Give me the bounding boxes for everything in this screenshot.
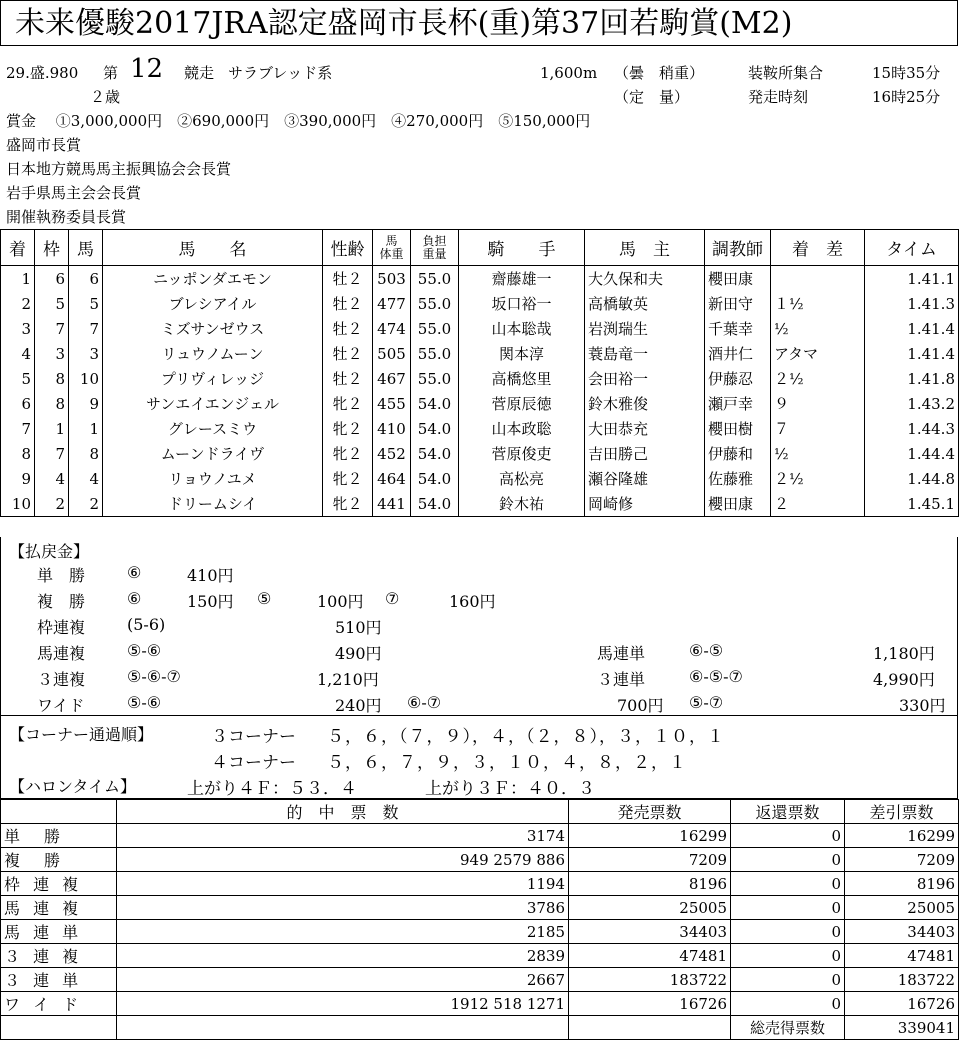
result-body-weight: 477 xyxy=(373,291,411,316)
result-rank: 4 xyxy=(1,341,35,366)
payout-section xyxy=(0,537,958,716)
total-label: 総売得票数 xyxy=(731,1016,845,1040)
header-frame: 枠 xyxy=(35,230,69,266)
gather-label: 装鞍所集合 xyxy=(748,64,824,82)
results-table xyxy=(0,229,959,517)
result-trainer: 櫻田康 xyxy=(705,266,771,292)
corner-4-label: ４コーナー xyxy=(211,753,296,773)
result-jockey: 関本淳 xyxy=(459,341,585,366)
race-weight-rule: （定 量） xyxy=(614,88,690,106)
result-time: 1.44.8 xyxy=(865,466,959,491)
result-margin: ½ xyxy=(771,316,865,341)
table-row xyxy=(1,466,959,491)
votes-refund: 0 xyxy=(731,944,845,968)
result-time: 1.44.3 xyxy=(865,416,959,441)
votes-table xyxy=(0,799,959,1040)
result-owner: 大久保和夫 xyxy=(585,266,705,292)
votes-hit: 1912 518 1271 xyxy=(117,992,569,1016)
result-trainer: 酒井仁 xyxy=(705,341,771,366)
result-sex-age: 牡２ xyxy=(323,316,373,341)
table-row xyxy=(1,441,959,466)
header-margin: 着 差 xyxy=(771,230,865,266)
result-trainer: 伊藤忍 xyxy=(705,366,771,391)
votes-header-hit: 的 中 票 数 xyxy=(117,800,569,824)
result-frame: 1 xyxy=(35,416,69,441)
result-jockey: 高松亮 xyxy=(459,466,585,491)
result-jockey: 坂口裕一 xyxy=(459,291,585,316)
last-4f: 上がり４Ｆ：５３．４ xyxy=(187,779,357,799)
result-horse-name: プリヴィレッジ xyxy=(103,366,323,391)
table-row xyxy=(1,824,959,848)
result-burden: 54.0 xyxy=(411,441,459,466)
result-frame: 7 xyxy=(35,316,69,341)
tansho-horse: ⑥ xyxy=(127,563,142,582)
result-rank: 8 xyxy=(1,441,35,466)
sanrenpuku-amount: 1,210円 xyxy=(317,670,379,689)
result-burden: 55.0 xyxy=(411,341,459,366)
total-value: 339041 xyxy=(845,1016,959,1040)
votes-header-row xyxy=(1,800,959,824)
result-horse-no: 10 xyxy=(69,366,103,391)
result-burden: 55.0 xyxy=(411,366,459,391)
result-rank: 6 xyxy=(1,391,35,416)
award-4: 開催執務委員長賞 xyxy=(6,208,127,226)
table-row xyxy=(1,316,959,341)
wide-3-amount: 330円 xyxy=(899,696,946,715)
fukusho-1: ⑥ xyxy=(127,589,142,608)
wide-label: ワイド xyxy=(37,696,85,715)
result-burden: 54.0 xyxy=(411,491,459,517)
result-rank: 10 xyxy=(1,491,35,517)
table-row xyxy=(1,266,959,292)
umaren-combo: ⑤-⑥ xyxy=(127,641,162,660)
votes-refund: 0 xyxy=(731,872,845,896)
fukusho-3: ⑦ xyxy=(385,589,400,608)
votes-sold: 16299 xyxy=(569,824,731,848)
result-owner: 瀬谷隆雄 xyxy=(585,466,705,491)
page-title: 未来優駿2017JRA認定盛岡市長杯(重)第37回若駒賞(M2) xyxy=(0,0,958,46)
result-horse-name: グレースミウ xyxy=(103,416,323,441)
result-rank: 3 xyxy=(1,316,35,341)
result-burden: 54.0 xyxy=(411,416,459,441)
sanrentan-label: ３連単 xyxy=(597,670,646,689)
corner-3-order: ５，６，（７，９），４，（２，８），３，１０，１ xyxy=(327,727,725,747)
table-row xyxy=(1,491,959,517)
umaren-amount: 490円 xyxy=(335,644,382,663)
result-horse-no: 7 xyxy=(69,316,103,341)
result-time: 1.44.4 xyxy=(865,441,959,466)
result-body-weight: 474 xyxy=(373,316,411,341)
result-trainer: 佐藤雅 xyxy=(705,466,771,491)
result-time: 1.41.4 xyxy=(865,341,959,366)
header-jockey: 騎 手 xyxy=(459,230,585,266)
votes-hit: 2667 xyxy=(117,968,569,992)
table-row xyxy=(1,896,959,920)
result-time: 1.41.1 xyxy=(865,266,959,292)
votes-net: 16299 xyxy=(845,824,959,848)
fukusho-1-amount: 150円 xyxy=(187,592,234,611)
result-time: 1.41.4 xyxy=(865,316,959,341)
votes-sold: 8196 xyxy=(569,872,731,896)
votes-header-refund: 返還票数 xyxy=(731,800,845,824)
result-rank: 1 xyxy=(1,266,35,292)
votes-type: 馬 連 複 xyxy=(1,896,117,920)
result-trainer: 瀬戸幸 xyxy=(705,391,771,416)
votes-refund: 0 xyxy=(731,992,845,1016)
wakuren-combo: (5-6) xyxy=(127,615,166,634)
table-row xyxy=(1,416,959,441)
result-margin: ２ xyxy=(771,491,865,517)
header-rank: 着 xyxy=(1,230,35,266)
result-horse-no: 8 xyxy=(69,441,103,466)
result-sex-age: 牝２ xyxy=(323,391,373,416)
votes-sold: 34403 xyxy=(569,920,731,944)
votes-total-row xyxy=(1,1016,959,1040)
umaren-label: 馬連複 xyxy=(37,644,86,663)
votes-header-net: 差引票数 xyxy=(845,800,959,824)
result-frame: 6 xyxy=(35,266,69,292)
result-horse-name: ムーンドライヴ xyxy=(103,441,323,466)
votes-header-type xyxy=(1,800,117,824)
result-margin: ９ xyxy=(771,391,865,416)
votes-type: 複 勝 xyxy=(1,848,117,872)
sanrentan-combo: ⑥-⑤-⑦ xyxy=(689,667,743,686)
result-sex-age: 牡２ xyxy=(323,341,373,366)
result-horse-no: 4 xyxy=(69,466,103,491)
corner-heading: 【コーナー通過順】 xyxy=(9,725,154,744)
result-burden: 54.0 xyxy=(411,391,459,416)
votes-sold: 183722 xyxy=(569,968,731,992)
results-header-row xyxy=(1,230,959,266)
corner-section xyxy=(0,716,958,799)
votes-sold: 16726 xyxy=(569,992,731,1016)
result-horse-name: サンエイエンジェル xyxy=(103,391,323,416)
furlong-heading: 【ハロンタイム】 xyxy=(9,777,137,796)
result-owner: 岡崎修 xyxy=(585,491,705,517)
wakuren-amount: 510円 xyxy=(335,618,382,637)
result-margin: ２½ xyxy=(771,466,865,491)
result-rank: 2 xyxy=(1,291,35,316)
result-sex-age: 牝２ xyxy=(323,416,373,441)
result-burden: 55.0 xyxy=(411,266,459,292)
result-horse-no: 6 xyxy=(69,266,103,292)
table-row xyxy=(1,366,959,391)
result-margin xyxy=(771,266,865,292)
result-horse-name: リュウノムーン xyxy=(103,341,323,366)
umatan-amount: 1,180円 xyxy=(873,644,935,663)
sanrenpuku-combo: ⑤-⑥-⑦ xyxy=(127,667,181,686)
header-body-weight: 馬 体重 xyxy=(373,230,411,266)
votes-type: ３ 連 複 xyxy=(1,944,117,968)
result-time: 1.45.1 xyxy=(865,491,959,517)
result-rank: 7 xyxy=(1,416,35,441)
votes-refund: 0 xyxy=(731,920,845,944)
wide-1: ⑤-⑥ xyxy=(127,693,162,712)
result-sex-age: 牝２ xyxy=(323,491,373,517)
result-jockey: 菅原辰徳 xyxy=(459,391,585,416)
gather-time: 15時35分 xyxy=(872,64,941,82)
result-time: 1.41.3 xyxy=(865,291,959,316)
result-margin: １½ xyxy=(771,291,865,316)
wide-2-amount: 700円 xyxy=(617,696,664,715)
tansho-label: 単 勝 xyxy=(37,566,86,585)
corner-3-label: ３コーナー xyxy=(211,727,296,747)
race-dai: 第 xyxy=(103,64,119,82)
table-row xyxy=(1,872,959,896)
umatan-combo: ⑥-⑤ xyxy=(689,641,724,660)
race-meet: 29.盛.980 xyxy=(6,64,79,82)
votes-net: 8196 xyxy=(845,872,959,896)
result-owner: 吉田勝己 xyxy=(585,441,705,466)
result-margin: ２½ xyxy=(771,366,865,391)
table-row xyxy=(1,968,959,992)
result-margin: アタマ xyxy=(771,341,865,366)
start-time: 16時25分 xyxy=(872,88,941,106)
table-row xyxy=(1,291,959,316)
result-trainer: 伊藤和 xyxy=(705,441,771,466)
votes-refund: 0 xyxy=(731,824,845,848)
result-horse-name: ミズサンゼウス xyxy=(103,316,323,341)
result-jockey: 菅原俊吏 xyxy=(459,441,585,466)
result-horse-name: ドリームシイ xyxy=(103,491,323,517)
result-frame: 8 xyxy=(35,391,69,416)
votes-header-sold: 発売票数 xyxy=(569,800,731,824)
result-jockey: 高橋悠里 xyxy=(459,366,585,391)
payout-heading: 【払戻金】 xyxy=(9,542,90,561)
votes-net: 25005 xyxy=(845,896,959,920)
sanrentan-amount: 4,990円 xyxy=(873,670,935,689)
result-trainer: 新田守 xyxy=(705,291,771,316)
result-sex-age: 牡２ xyxy=(323,266,373,292)
votes-type: 馬 連 単 xyxy=(1,920,117,944)
result-body-weight: 464 xyxy=(373,466,411,491)
fukusho-3-amount: 160円 xyxy=(449,592,496,611)
result-frame: 4 xyxy=(35,466,69,491)
award-1: 盛岡市長賞 xyxy=(6,136,82,154)
table-row xyxy=(1,944,959,968)
result-owner: 鈴木雅俊 xyxy=(585,391,705,416)
race-distance: 1,600m xyxy=(540,64,598,82)
result-body-weight: 452 xyxy=(373,441,411,466)
fukusho-2-amount: 100円 xyxy=(317,592,364,611)
tansho-amount: 410円 xyxy=(187,566,234,585)
result-horse-name: ブレシアイル xyxy=(103,291,323,316)
votes-sold: 25005 xyxy=(569,896,731,920)
votes-hit: 2839 xyxy=(117,944,569,968)
result-rank: 5 xyxy=(1,366,35,391)
race-condition: （曇 稍重） xyxy=(614,64,705,82)
header-horse-no: 馬 xyxy=(69,230,103,266)
result-jockey: 山本政聡 xyxy=(459,416,585,441)
votes-hit: 3786 xyxy=(117,896,569,920)
result-time: 1.43.2 xyxy=(865,391,959,416)
result-sex-age: 牝２ xyxy=(323,466,373,491)
votes-net: 16726 xyxy=(845,992,959,1016)
result-horse-no: 1 xyxy=(69,416,103,441)
table-row xyxy=(1,341,959,366)
result-frame: 2 xyxy=(35,491,69,517)
header-trainer: 調教師 xyxy=(705,230,771,266)
result-trainer: 櫻田樹 xyxy=(705,416,771,441)
result-body-weight: 455 xyxy=(373,391,411,416)
wide-2: ⑥-⑦ xyxy=(407,693,442,712)
fukusho-label: 複 勝 xyxy=(37,592,86,611)
votes-refund: 0 xyxy=(731,896,845,920)
result-burden: 54.0 xyxy=(411,466,459,491)
result-burden: 55.0 xyxy=(411,291,459,316)
result-frame: 7 xyxy=(35,441,69,466)
result-burden: 55.0 xyxy=(411,316,459,341)
award-3: 岩手県馬主会会長賞 xyxy=(6,184,142,202)
result-sex-age: 牝２ xyxy=(323,441,373,466)
votes-type: ３ 連 単 xyxy=(1,968,117,992)
umatan-label: 馬連単 xyxy=(597,644,646,663)
result-owner: 岩渕瑞生 xyxy=(585,316,705,341)
votes-hit: 949 2579 886 xyxy=(117,848,569,872)
result-owner: 会田裕一 xyxy=(585,366,705,391)
table-row xyxy=(1,992,959,1016)
result-body-weight: 467 xyxy=(373,366,411,391)
result-trainer: 櫻田康 xyxy=(705,491,771,517)
result-horse-no: 9 xyxy=(69,391,103,416)
result-sex-age: 牡２ xyxy=(323,291,373,316)
wakuren-label: 枠連複 xyxy=(37,618,86,637)
result-horse-name: ニッポンダエモン xyxy=(103,266,323,292)
race-breed: サラブレッド系 xyxy=(228,64,333,82)
race-age: ２歳 xyxy=(90,88,121,106)
result-trainer: 千葉幸 xyxy=(705,316,771,341)
votes-sold: 47481 xyxy=(569,944,731,968)
header-time: タイム xyxy=(865,230,959,266)
award-2: 日本地方競馬馬主振興協会会長賞 xyxy=(6,160,232,178)
votes-type: 枠 連 複 xyxy=(1,872,117,896)
result-frame: 3 xyxy=(35,341,69,366)
race-number: 12 xyxy=(130,54,164,84)
fukusho-2: ⑤ xyxy=(257,589,272,608)
result-time: 1.41.8 xyxy=(865,366,959,391)
header-owner: 馬 主 xyxy=(585,230,705,266)
votes-type: ワ イ ド xyxy=(1,992,117,1016)
result-jockey: 齋藤雄一 xyxy=(459,266,585,292)
race-kyoso: 競走 xyxy=(184,64,215,82)
votes-type: 単 勝 xyxy=(1,824,117,848)
votes-net: 7209 xyxy=(845,848,959,872)
votes-net: 34403 xyxy=(845,920,959,944)
result-horse-no: 3 xyxy=(69,341,103,366)
result-owner: 高橋敏英 xyxy=(585,291,705,316)
votes-refund: 0 xyxy=(731,968,845,992)
votes-hit: 2185 xyxy=(117,920,569,944)
votes-sold: 7209 xyxy=(569,848,731,872)
result-owner: 大田恭充 xyxy=(585,416,705,441)
result-frame: 8 xyxy=(35,366,69,391)
result-rank: 9 xyxy=(1,466,35,491)
result-horse-name: リョウノユメ xyxy=(103,466,323,491)
wide-1-amount: 240円 xyxy=(335,696,382,715)
votes-net: 47481 xyxy=(845,944,959,968)
header-name: 馬 名 xyxy=(103,230,323,266)
result-body-weight: 410 xyxy=(373,416,411,441)
votes-hit: 3174 xyxy=(117,824,569,848)
corner-4-order: ５，６，７，９，３，１０，４，８，２，１ xyxy=(327,753,687,773)
header-sex-age: 性齢 xyxy=(323,230,373,266)
last-3f: 上がり３Ｆ：４０．３ xyxy=(425,779,595,799)
prize-line: 賞金 ①3,000,000円 ②690,000円 ③390,000円 ④270,000円 ⑤150,000円 xyxy=(6,112,591,130)
result-body-weight: 503 xyxy=(373,266,411,292)
wide-3: ⑤-⑦ xyxy=(689,693,724,712)
result-margin: ７ xyxy=(771,416,865,441)
result-body-weight: 505 xyxy=(373,341,411,366)
result-body-weight: 441 xyxy=(373,491,411,517)
table-row xyxy=(1,920,959,944)
result-jockey: 鈴木祐 xyxy=(459,491,585,517)
table-row xyxy=(1,848,959,872)
header-burden: 負担 重量 xyxy=(411,230,459,266)
result-jockey: 山本聡哉 xyxy=(459,316,585,341)
sanrenpuku-label: ３連複 xyxy=(37,670,86,689)
result-sex-age: 牡２ xyxy=(323,366,373,391)
result-horse-no: 5 xyxy=(69,291,103,316)
result-margin: ½ xyxy=(771,441,865,466)
result-owner: 蓑島竜一 xyxy=(585,341,705,366)
table-row xyxy=(1,391,959,416)
result-horse-no: 2 xyxy=(69,491,103,517)
votes-net: 183722 xyxy=(845,968,959,992)
votes-hit: 1194 xyxy=(117,872,569,896)
votes-refund: 0 xyxy=(731,848,845,872)
result-frame: 5 xyxy=(35,291,69,316)
start-label: 発走時刻 xyxy=(748,88,809,106)
